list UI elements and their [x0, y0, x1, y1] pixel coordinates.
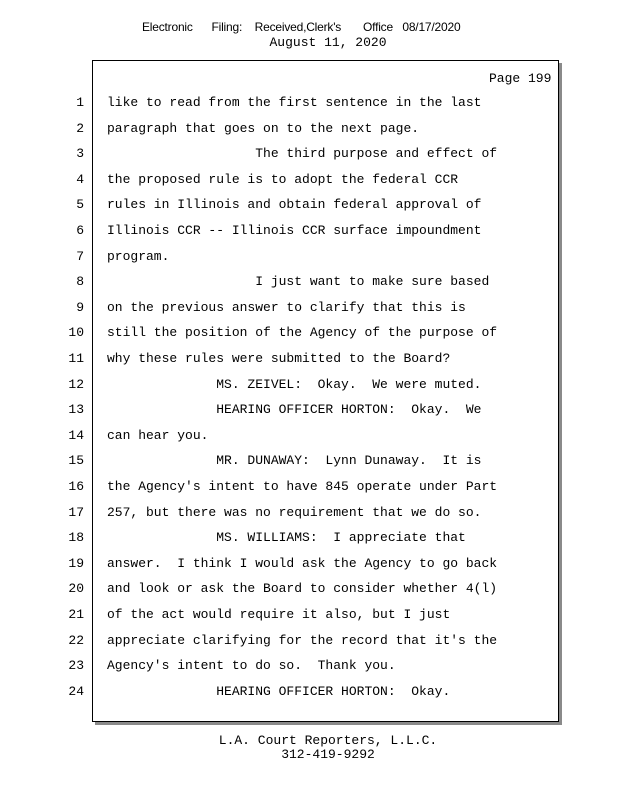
- line-number: 20: [68, 581, 84, 596]
- line-text: rules in Illinois and obtain federal approval of: [107, 197, 482, 212]
- line-number: 21: [68, 607, 84, 622]
- line-text: of the act would require it also, but I just: [107, 607, 451, 622]
- line-text: Illinois CCR -- Illinois CCR surface impoundment: [107, 223, 482, 238]
- line-text: MS. WILLIAMS: I appreciate that: [107, 530, 466, 545]
- line-number: 13: [68, 402, 84, 417]
- hearing-date: August 11, 2020: [269, 35, 387, 50]
- line-text: I just want to make sure based: [107, 274, 490, 289]
- line-number: 24: [68, 684, 84, 699]
- line-text: on the previous answer to clarify that this is: [107, 300, 466, 315]
- line-number: 9: [76, 300, 84, 315]
- line-text: why these rules were submitted to the Board?: [107, 351, 451, 366]
- line-text: HEARING OFFICER HORTON: Okay.: [107, 684, 451, 699]
- line-text: appreciate clarifying for the record that it's the: [107, 633, 498, 648]
- line-text: MR. DUNAWAY: Lynn Dunaway. It is: [107, 453, 482, 468]
- line-number: 7: [76, 249, 84, 264]
- line-text: answer. I think I would ask the Agency to go back: [107, 556, 498, 571]
- line-number: 11: [68, 351, 84, 366]
- line-number: 14: [68, 428, 84, 443]
- line-number: 15: [68, 453, 84, 468]
- line-text: 257, but there was no requirement that we do so.: [107, 505, 482, 520]
- footer-company: L.A. Court Reporters, L.L.C.: [218, 733, 438, 748]
- line-number: 1: [76, 95, 84, 110]
- line-text: still the position of the Agency of the purpose of: [107, 325, 498, 340]
- footer-phone: 312-419-9292: [281, 747, 375, 762]
- line-text: like to read from the first sentence in the last: [107, 95, 482, 110]
- line-number: 16: [68, 479, 84, 494]
- line-number: 2: [76, 121, 84, 136]
- line-number: 23: [68, 658, 84, 673]
- line-number: 5: [76, 197, 84, 212]
- line-text: the proposed rule is to adopt the federal CCR: [107, 172, 459, 187]
- line-text: paragraph that goes on to the next page.: [107, 121, 420, 136]
- line-text: MS. ZEIVEL: Okay. We were muted.: [107, 377, 482, 392]
- line-number: 18: [68, 530, 84, 545]
- line-number: 22: [68, 633, 84, 648]
- line-text: The third purpose and effect of: [107, 146, 498, 161]
- line-text: Agency's intent to do so. Thank you.: [107, 658, 396, 673]
- page-number: Page 199: [489, 71, 552, 86]
- line-number: 19: [68, 556, 84, 571]
- line-number: 8: [76, 274, 84, 289]
- line-text: can hear you.: [107, 428, 209, 443]
- line-text: HEARING OFFICER HORTON: Okay. We: [107, 402, 482, 417]
- line-number: 17: [68, 505, 84, 520]
- line-text: and look or ask the Board to consider whether 4(l): [107, 581, 498, 596]
- filing-stamp: Electronic Filing: Received,Clerk's Office 08/17/2020: [142, 20, 461, 34]
- line-number: 12: [68, 377, 84, 392]
- line-text: program.: [107, 249, 170, 264]
- line-number: 3: [76, 146, 84, 161]
- line-number: 10: [68, 325, 84, 340]
- line-number: 4: [76, 172, 84, 187]
- line-text: the Agency's intent to have 845 operate under Part: [107, 479, 498, 494]
- line-number: 6: [76, 223, 84, 238]
